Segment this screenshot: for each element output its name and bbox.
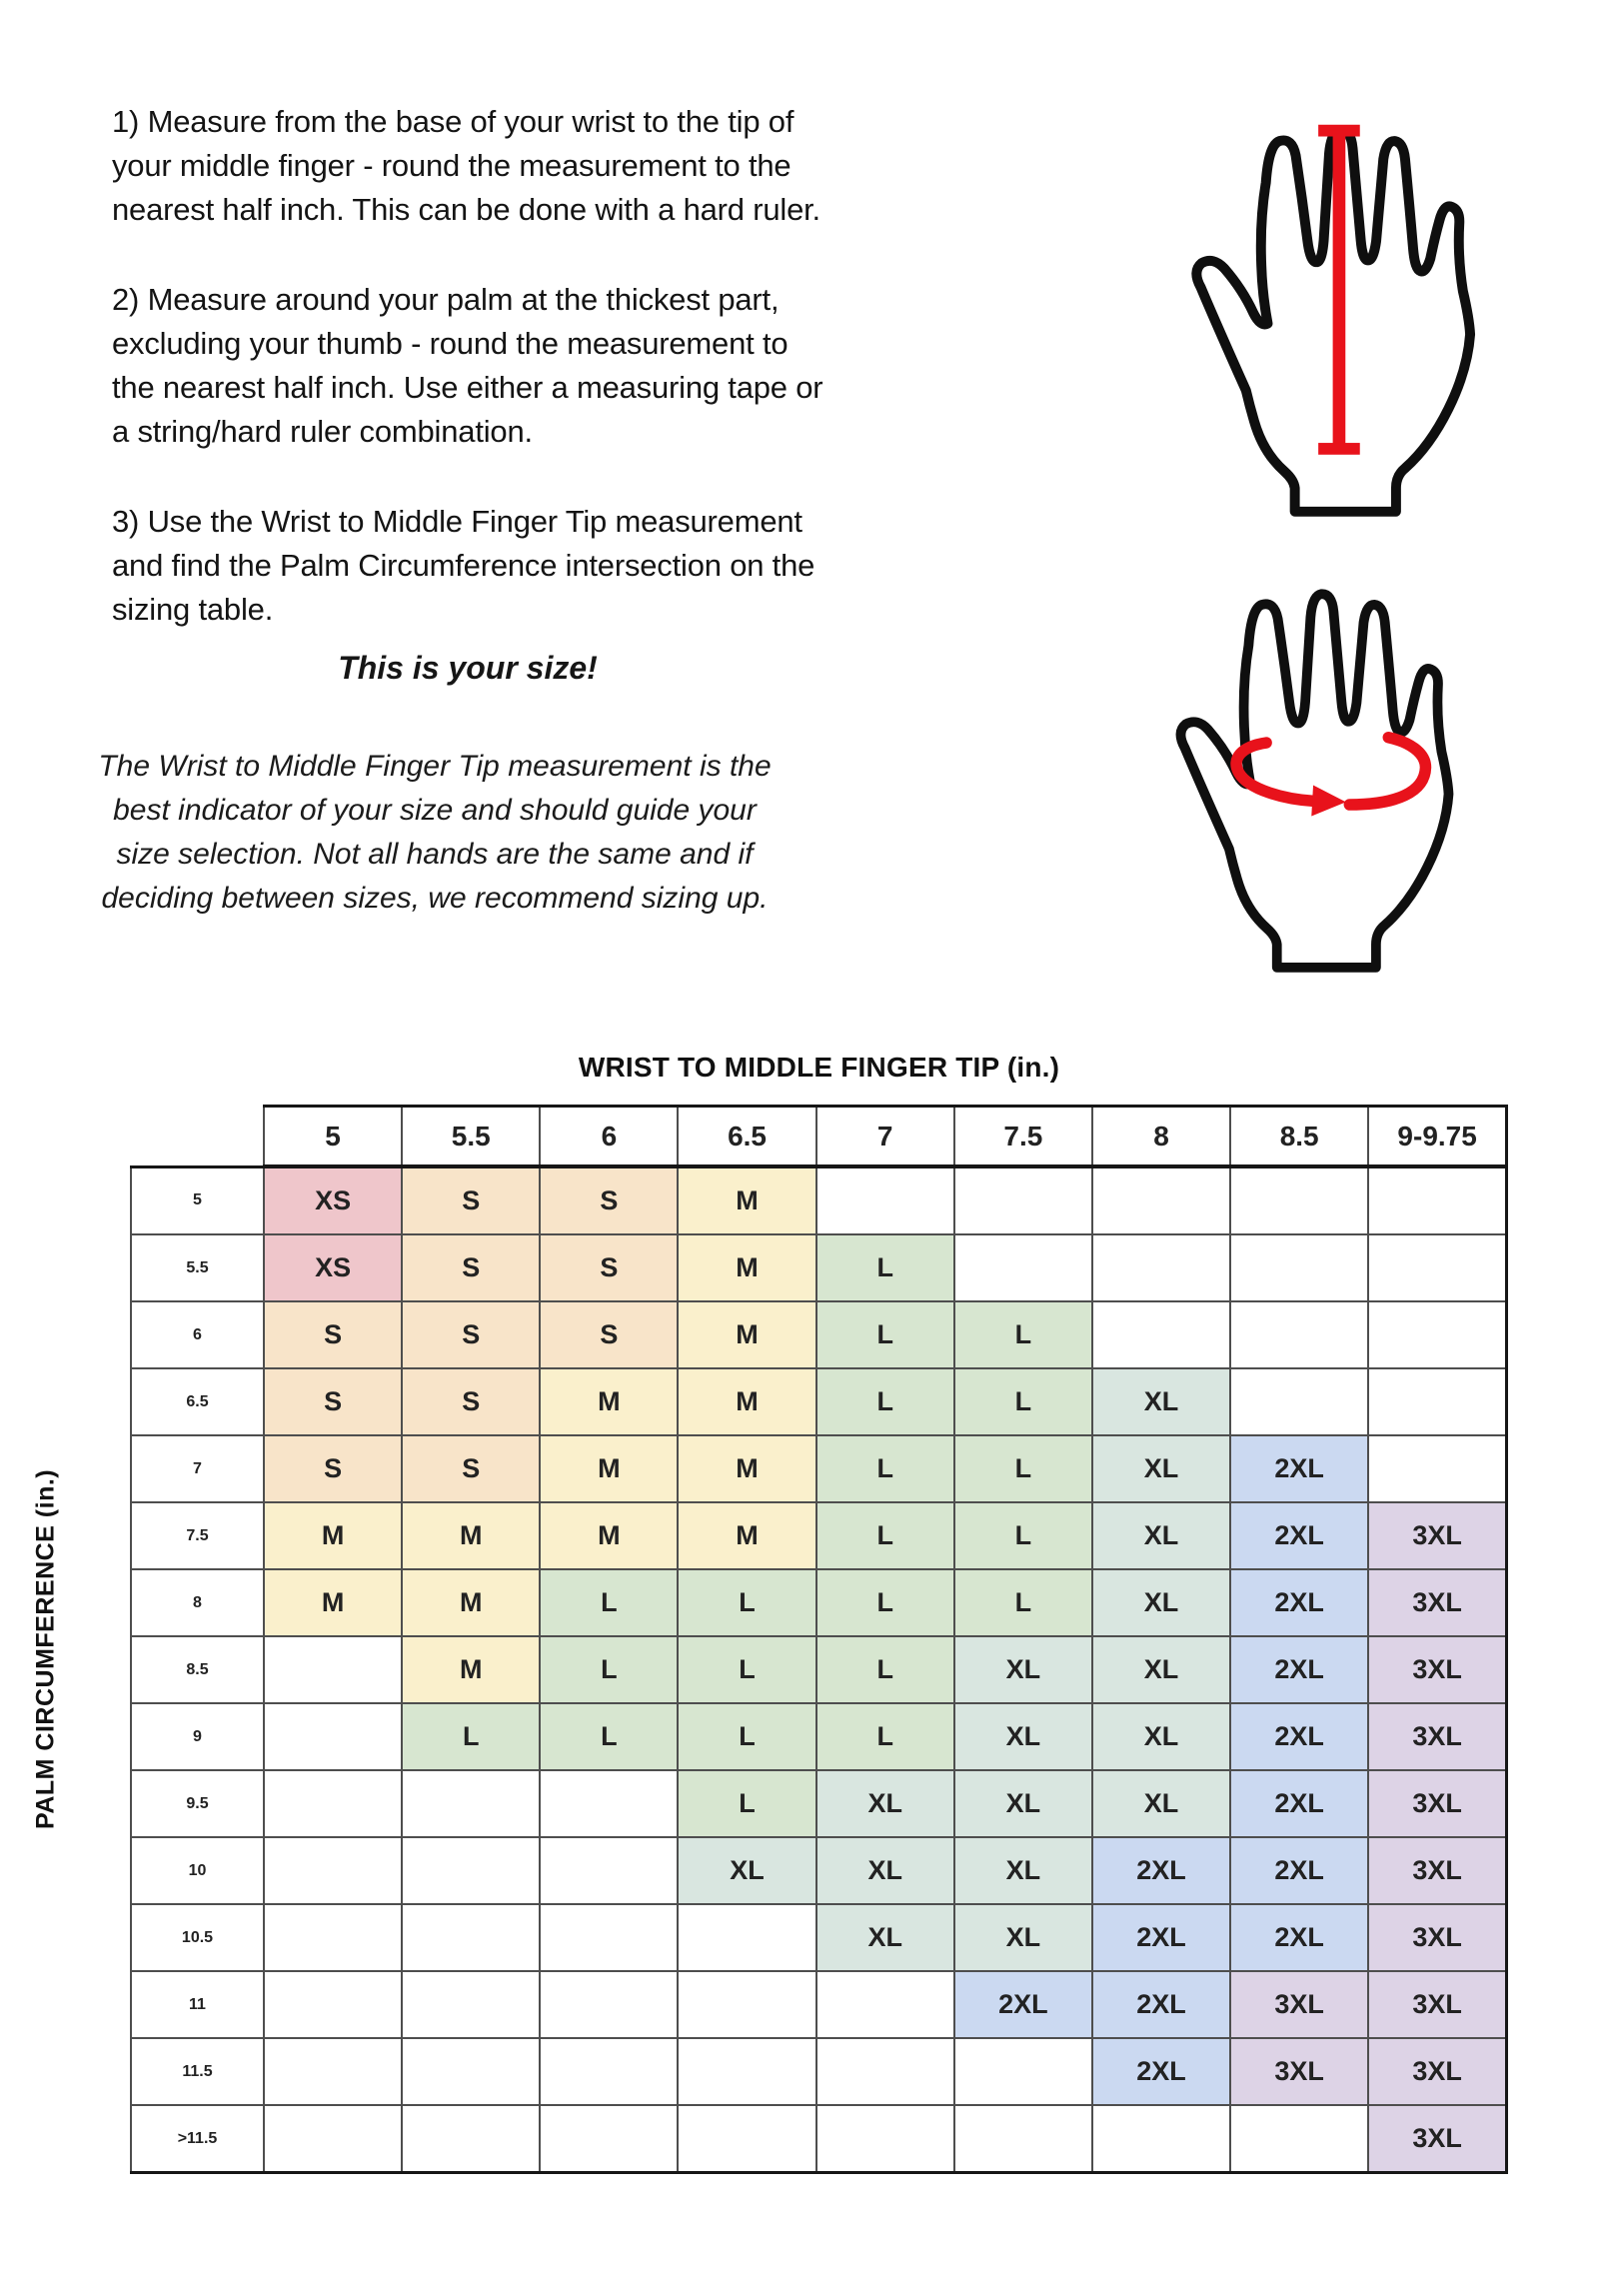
size-cell: 2XL: [1230, 1837, 1368, 1904]
table-row: [131, 1301, 1507, 1368]
size-cell: [402, 1837, 540, 1904]
size-cell: [402, 2105, 540, 2173]
size-cell: [540, 1971, 678, 2038]
size-cell: XL: [816, 1770, 954, 1837]
size-cell: XL: [816, 1837, 954, 1904]
column-header-row: [131, 1107, 1507, 1167]
table-row: [131, 1435, 1507, 1502]
row-header: 10: [131, 1837, 264, 1904]
size-cell: M: [678, 1435, 815, 1502]
size-cell: S: [402, 1234, 540, 1301]
size-cell: L: [816, 1502, 954, 1569]
table-row: [131, 1837, 1507, 1904]
row-header: 7.5: [131, 1502, 264, 1569]
hand-outline: [1180, 594, 1448, 968]
size-cell: L: [678, 1569, 815, 1636]
size-cell: L: [540, 1703, 678, 1770]
size-cell: L: [816, 1636, 954, 1703]
size-cell: L: [678, 1703, 815, 1770]
size-cell: 3XL: [1230, 2038, 1368, 2105]
size-cell: XL: [1092, 1435, 1230, 1502]
size-cell: XL: [816, 1904, 954, 1971]
row-header: 8: [131, 1569, 264, 1636]
size-cell: M: [402, 1502, 540, 1569]
size-cell: L: [816, 1569, 954, 1636]
size-cell: S: [402, 1368, 540, 1435]
size-cell: L: [816, 1368, 954, 1435]
size-cell: S: [540, 1166, 678, 1234]
instruction-step-2: 2) Measure around your palm at the thickest part, excluding your thumb - round the measurement to the nearest half inch. Use either a measuring tape or a string/hard ruler combination.: [112, 282, 823, 449]
table-row: [131, 1971, 1507, 2038]
size-cell: XL: [954, 1837, 1092, 1904]
size-cell: S: [402, 1166, 540, 1234]
row-header: 5: [131, 1166, 264, 1234]
size-cell: [264, 1837, 402, 1904]
size-cell: M: [678, 1301, 815, 1368]
size-cell: [1230, 1368, 1368, 1435]
size-cell: [1092, 1166, 1230, 1234]
size-cell: [540, 2038, 678, 2105]
palm-circumference-axis-label: PALM CIRCUMFERENCE (in.): [31, 1468, 60, 1830]
size-emphasis-text: This is your size!: [338, 650, 598, 686]
size-cell: M: [264, 1569, 402, 1636]
size-cell: [540, 1837, 678, 1904]
table-row: [131, 2105, 1507, 2173]
size-cell: 2XL: [1230, 1904, 1368, 1971]
table-row: [131, 1166, 1507, 1234]
size-cell: 2XL: [1230, 1770, 1368, 1837]
size-cell: L: [954, 1368, 1092, 1435]
row-header: 9: [131, 1703, 264, 1770]
size-cell: L: [954, 1301, 1092, 1368]
size-cell: [816, 1166, 954, 1234]
size-cell: 2XL: [1092, 2038, 1230, 2105]
size-cell: M: [678, 1166, 815, 1234]
size-cell: S: [264, 1435, 402, 1502]
size-cell: M: [678, 1502, 815, 1569]
size-cell: L: [816, 1703, 954, 1770]
size-cell: 2XL: [1092, 1971, 1230, 2038]
size-cell: L: [678, 1770, 815, 1837]
size-cell: [402, 1971, 540, 2038]
size-cell: [1368, 1301, 1506, 1368]
size-cell: M: [264, 1502, 402, 1569]
size-cell: S: [264, 1301, 402, 1368]
table-row: [131, 1569, 1507, 1636]
size-cell: [1230, 1166, 1368, 1234]
size-cell: XL: [1092, 1368, 1230, 1435]
size-cell: S: [540, 1301, 678, 1368]
row-header: 6.5: [131, 1368, 264, 1435]
size-cell: 3XL: [1368, 1837, 1506, 1904]
row-header: 6: [131, 1301, 264, 1368]
size-cell: 3XL: [1368, 1569, 1506, 1636]
size-cell: L: [954, 1502, 1092, 1569]
instructions-column: [112, 100, 823, 690]
size-cell: [678, 1904, 815, 1971]
table-row: [131, 1636, 1507, 1703]
table-row: [131, 1368, 1507, 1435]
size-cell: 3XL: [1368, 1904, 1506, 1971]
table-row: [131, 2038, 1507, 2105]
column-header: 8.5: [1230, 1107, 1368, 1167]
size-cell: M: [678, 1234, 815, 1301]
size-cell: [264, 2105, 402, 2173]
size-cell: 2XL: [1230, 1636, 1368, 1703]
size-cell: [1092, 2105, 1230, 2173]
size-cell: XS: [264, 1234, 402, 1301]
size-cell: [678, 1971, 815, 2038]
size-cell: 3XL: [1230, 1971, 1368, 2038]
row-header: >11.5: [131, 2105, 264, 2173]
column-header: 7: [816, 1107, 954, 1167]
size-cell: S: [264, 1368, 402, 1435]
row-header: 5.5: [131, 1234, 264, 1301]
size-cell: [1230, 2105, 1368, 2173]
size-cell: [540, 2105, 678, 2173]
table-row: [131, 1234, 1507, 1301]
size-cell: XL: [1092, 1502, 1230, 1569]
size-cell: 3XL: [1368, 1636, 1506, 1703]
size-cell: L: [954, 1435, 1092, 1502]
size-cell: XL: [1092, 1770, 1230, 1837]
size-cell: XL: [678, 1837, 815, 1904]
size-cell: 3XL: [1368, 2038, 1506, 2105]
hand-length-measure-icon: [1159, 68, 1584, 536]
column-header: 6.5: [678, 1107, 815, 1167]
size-cell: 2XL: [1230, 1435, 1368, 1502]
size-cell: M: [540, 1502, 678, 1569]
size-cell: 3XL: [1368, 1703, 1506, 1770]
table-row: [131, 1502, 1507, 1569]
column-header: 6: [540, 1107, 678, 1167]
row-header: 11: [131, 1971, 264, 2038]
size-cell: [1368, 1166, 1506, 1234]
row-header: 11.5: [131, 2038, 264, 2105]
size-cell: XL: [954, 1703, 1092, 1770]
size-cell: XS: [264, 1166, 402, 1234]
column-header: 5.5: [402, 1107, 540, 1167]
size-cell: 3XL: [1368, 1502, 1506, 1569]
size-cell: [540, 1904, 678, 1971]
size-cell: [816, 2038, 954, 2105]
column-header: 5: [264, 1107, 402, 1167]
size-cell: 3XL: [1368, 1971, 1506, 2038]
size-cell: S: [540, 1234, 678, 1301]
corner-cell: [131, 1107, 264, 1167]
size-cell: M: [678, 1368, 815, 1435]
size-cell: [264, 2038, 402, 2105]
size-cell: [402, 1904, 540, 1971]
size-cell: L: [816, 1301, 954, 1368]
size-cell: [264, 1703, 402, 1770]
size-cell: 3XL: [1368, 1770, 1506, 1837]
size-cell: 2XL: [1230, 1502, 1368, 1569]
size-cell: M: [540, 1368, 678, 1435]
table-row: [131, 1703, 1507, 1770]
column-header: 9-9.75: [1368, 1107, 1506, 1167]
size-cell: XL: [1092, 1636, 1230, 1703]
instruction-step-1: 1) Measure from the base of your wrist to the tip of your middle finger - round the measurement to the nearest half inch. This can be done with a hard ruler.: [112, 104, 820, 227]
size-cell: L: [816, 1234, 954, 1301]
size-cell: XL: [954, 1770, 1092, 1837]
size-cell: 2XL: [1230, 1703, 1368, 1770]
size-cell: XL: [954, 1636, 1092, 1703]
size-cell: [678, 2105, 815, 2173]
size-cell: S: [402, 1435, 540, 1502]
size-cell: 3XL: [1368, 2105, 1506, 2173]
size-cell: [264, 1636, 402, 1703]
row-header: 8.5: [131, 1636, 264, 1703]
size-cell: [954, 2105, 1092, 2173]
size-cell: M: [540, 1435, 678, 1502]
size-cell: [954, 1166, 1092, 1234]
table-row: [131, 1770, 1507, 1837]
size-cell: L: [954, 1569, 1092, 1636]
size-cell: M: [402, 1636, 540, 1703]
size-cell: XL: [954, 1904, 1092, 1971]
size-cell: [816, 2105, 954, 2173]
size-cell: L: [816, 1435, 954, 1502]
instruction-step-3: 3) Use the Wrist to Middle Finger Tip measurement and find the Palm Circumference intersection on the sizing table.: [112, 504, 815, 627]
size-cell: L: [402, 1703, 540, 1770]
size-cell: [1368, 1435, 1506, 1502]
size-cell: [264, 1971, 402, 2038]
size-cell: L: [540, 1569, 678, 1636]
size-cell: [264, 1770, 402, 1837]
size-cell: 2XL: [1092, 1837, 1230, 1904]
size-cell: [1230, 1234, 1368, 1301]
size-cell: [540, 1770, 678, 1837]
size-cell: [1230, 1301, 1368, 1368]
size-cell: [954, 1234, 1092, 1301]
column-header: 8: [1092, 1107, 1230, 1167]
row-header: 7: [131, 1435, 264, 1502]
sizing-note: The Wrist to Middle Finger Tip measurement is the best indicator of your size and should guide your size selection. Not all hands are the same and if deciding between sizes, we recommend sizing up.: [98, 750, 772, 915]
size-cell: [678, 2038, 815, 2105]
table-title: WRIST TO MIDDLE FINGER TIP (in.): [578, 1052, 1060, 1083]
size-cell: 2XL: [1230, 1569, 1368, 1636]
size-cell: [1092, 1234, 1230, 1301]
row-header: 9.5: [131, 1770, 264, 1837]
size-cell: 2XL: [1092, 1904, 1230, 1971]
size-cell: S: [402, 1301, 540, 1368]
size-cell: 2XL: [954, 1971, 1092, 2038]
size-cell: [954, 2038, 1092, 2105]
size-cell: L: [678, 1636, 815, 1703]
table-row: [131, 1904, 1507, 1971]
size-cell: [402, 1770, 540, 1837]
size-cell: [816, 1971, 954, 2038]
size-cell: XL: [1092, 1703, 1230, 1770]
size-cell: [402, 2038, 540, 2105]
size-cell: M: [402, 1569, 540, 1636]
hand-circumference-measure-icon: [1131, 550, 1573, 975]
row-header: 10.5: [131, 1904, 264, 1971]
size-cell: L: [540, 1636, 678, 1703]
size-cell: [1368, 1234, 1506, 1301]
column-header: 7.5: [954, 1107, 1092, 1167]
size-cell: XL: [1092, 1569, 1230, 1636]
size-table: [130, 1105, 1508, 2174]
size-cell: [1368, 1368, 1506, 1435]
size-cell: [264, 1904, 402, 1971]
size-cell: [1092, 1301, 1230, 1368]
